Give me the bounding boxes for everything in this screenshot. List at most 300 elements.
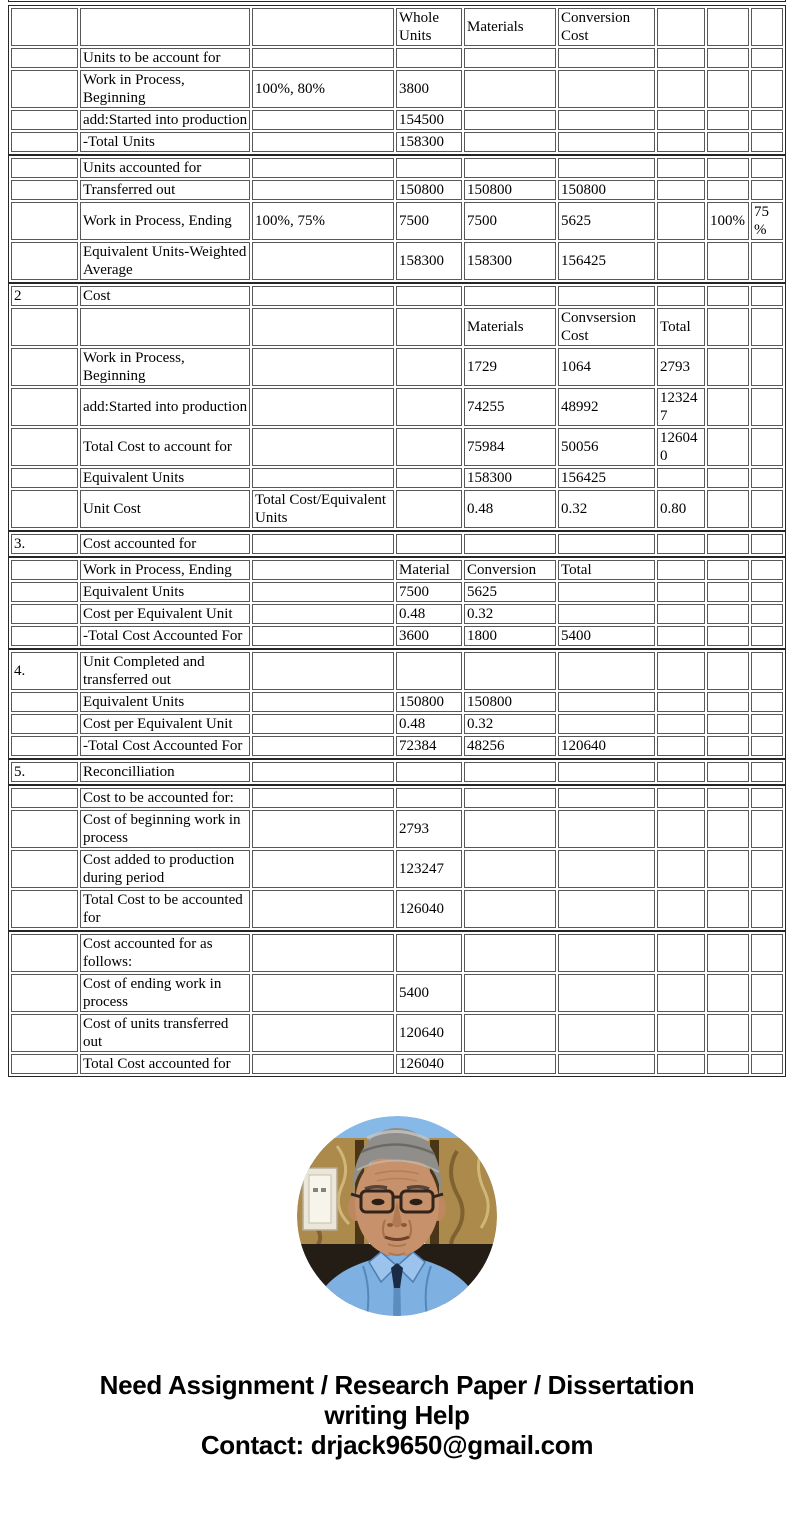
table-cell [11,604,78,624]
table-cell: Transferred out [80,180,250,200]
table-row [11,810,783,848]
table-cell: Total [558,560,655,580]
table-cell [751,788,783,808]
table-cell [657,468,705,488]
table-cell: Cost of units transferred out [80,1014,250,1052]
table-cell [11,70,78,108]
table-cell [707,626,749,646]
table-cell [464,1014,556,1052]
table-row [11,158,783,178]
table-cell: 7500 [396,202,462,240]
table-cell: 2793 [657,348,705,386]
table-cell [707,714,749,734]
table-cell [252,8,394,46]
table-cell [707,560,749,580]
table-cell [707,810,749,848]
table-row [11,348,783,386]
table-row [11,242,783,280]
table-cell [751,934,783,972]
table-cell: 0.48 [396,604,462,624]
table-cell [464,810,556,848]
table-cell: Cost [80,286,250,306]
table-row [11,736,783,756]
table-cell [707,1054,749,1074]
table-row [11,762,783,782]
table-cell [11,132,78,152]
table-cell [751,8,783,46]
table-cell [252,242,394,280]
table-cell [707,286,749,306]
table-cell: 158300 [464,242,556,280]
table-cell [396,48,462,68]
table-cell [396,308,462,346]
table-cell: Equivalent Units-Weighted Average [80,242,250,280]
table-cell [707,490,749,528]
table-cell [558,788,655,808]
table-row [11,604,783,624]
table-cell: -Total Cost Accounted For [80,736,250,756]
table-cell [11,890,78,928]
table-cell [396,534,462,554]
table-row [11,180,783,200]
table-cell: Reconcilliation [80,762,250,782]
table-cell [751,70,783,108]
table-cell [707,242,749,280]
table-cell [657,48,705,68]
footer-text [0,1370,794,1460]
table-cell: 156425 [558,468,655,488]
table-row [11,560,783,580]
table-cell: 0.48 [464,490,556,528]
table-cell [396,652,462,690]
table-cell: -Total Cost Accounted For [80,626,250,646]
table-cell: Cost per Equivalent Unit [80,604,250,624]
table-cell [558,158,655,178]
table-cell [558,582,655,602]
table-cell: 1729 [464,348,556,386]
table-cell [464,158,556,178]
table-row [11,934,783,972]
table-cell [751,850,783,888]
table-cell: 5625 [558,202,655,240]
table-cell [558,652,655,690]
table-cell [751,714,783,734]
table-cell [707,70,749,108]
table-cell [751,692,783,712]
table-cell [11,348,78,386]
table-cell [11,560,78,580]
table-cell: Equivalent Units [80,692,250,712]
table-cell: 156425 [558,242,655,280]
table-cell [396,788,462,808]
table-cell [751,48,783,68]
table-cell [396,762,462,782]
table-cell [707,974,749,1012]
table-cell [464,70,556,108]
table-cell [657,692,705,712]
table-cell [396,286,462,306]
table-cell [252,308,394,346]
table-cell [751,428,783,466]
table-cell [657,202,705,240]
table-cell [657,788,705,808]
table-row [11,1014,783,1052]
table-cell [707,582,749,602]
table-cell [558,1054,655,1074]
table-cell: 0.32 [464,714,556,734]
table-row [11,890,783,928]
table-cell [558,70,655,108]
table-cell: 48992 [558,388,655,426]
table-cell: Unit Completed and transferred out [80,652,250,690]
table-cell [252,286,394,306]
table-cell: Total Cost to account for [80,428,250,466]
table-cell: 158300 [396,242,462,280]
table-cell [707,652,749,690]
table-cell [657,70,705,108]
person-avatar-graphic [297,1116,497,1316]
table-cell [657,582,705,602]
table-cell [707,468,749,488]
table-cell [657,850,705,888]
table-cell [252,158,394,178]
table-cell [11,388,78,426]
table-section-cost-accounted-heading [8,531,786,557]
table-cell: Materials [464,308,556,346]
table-cell [396,428,462,466]
table-cell: 1800 [464,626,556,646]
table-cell: 150800 [396,180,462,200]
table-section-units-to-account-for [8,5,786,155]
footer-contact-email: Contact: drjack9650@gmail.com [200,1430,594,1460]
cost-worksheet [8,0,786,1077]
table-cell [657,604,705,624]
table-cell [751,890,783,928]
table-cell [751,132,783,152]
table-cell [252,652,394,690]
table-cell [707,788,749,808]
table-cell: Conversion [464,560,556,580]
table-row [11,8,783,46]
table-cell: Work in Process, Ending [80,202,250,240]
table-cell [657,762,705,782]
table-cell [707,428,749,466]
table-cell [464,534,556,554]
table-cell [252,348,394,386]
table-row [11,850,783,888]
table-row [11,490,783,528]
table-cell [751,490,783,528]
table-cell: 5625 [464,582,556,602]
table-cell: Material [396,560,462,580]
table-cell: 2793 [396,810,462,848]
table-cell: 72384 [396,736,462,756]
table-cell [558,286,655,306]
table-row [11,626,783,646]
table-cell [751,626,783,646]
table-cell [751,468,783,488]
table-cell [707,692,749,712]
table-cell [751,180,783,200]
table-cell [707,890,749,928]
table-cell: Units accounted for [80,158,250,178]
table-section-cropped [8,0,786,2]
table-cell [558,974,655,1012]
table-cell: Materials [464,8,556,46]
table-cell [252,428,394,466]
table-row [11,428,783,466]
table-cell [657,934,705,972]
table-cell [11,714,78,734]
table-row [11,388,783,426]
table-cell [396,934,462,972]
table-cell [11,736,78,756]
table-cell [751,810,783,848]
table-cell [11,974,78,1012]
table-cell: 74255 [464,388,556,426]
table-cell: 0.32 [464,604,556,624]
table-cell [558,810,655,848]
table-cell: 1064 [558,348,655,386]
table-cell: 126040 [396,890,462,928]
table-cell: 100%, 80% [252,70,394,108]
table-cell [80,308,250,346]
table-row [11,70,783,108]
table-cell [751,560,783,580]
table-cell: 154500 [396,110,462,130]
table-cell [11,626,78,646]
table-cell [11,48,78,68]
table-cell [657,560,705,580]
table-cell [464,652,556,690]
table-cell [252,714,394,734]
table-cell: 0.32 [558,490,655,528]
table-cell [252,890,394,928]
table-cell [11,850,78,888]
table-cell [751,348,783,386]
table-cell [252,110,394,130]
table-cell [751,974,783,1012]
table-cell [707,736,749,756]
table-cell [396,348,462,386]
table-cell [464,934,556,972]
table-cell: Cost added to production during period [80,850,250,888]
table-cell [558,1014,655,1052]
table-cell [464,762,556,782]
table-cell [751,242,783,280]
table-cell [751,286,783,306]
table-cell [707,850,749,888]
table-cell [657,1014,705,1052]
table-cell [252,388,394,426]
table-cell: 150800 [558,180,655,200]
table-cell [252,692,394,712]
table-cell: 50056 [558,428,655,466]
table-cell [751,534,783,554]
table-cell [464,48,556,68]
table-cell: Cost of ending work in process [80,974,250,1012]
table-section-cost-to-be-accounted [8,785,786,931]
table-cell [707,934,749,972]
table-row [11,132,783,152]
table-cell: 5400 [558,626,655,646]
table-cell: Units to be account for [80,48,250,68]
table-cell [252,560,394,580]
table-cell [707,388,749,426]
table-cell: 123247 [396,850,462,888]
table-cell [707,534,749,554]
table-cell [11,810,78,848]
table-cell [707,762,749,782]
table-cell [11,1054,78,1074]
table-cell: Equivalent Units [80,468,250,488]
table-cell: 150800 [464,180,556,200]
table-cell [396,468,462,488]
table-cell: Work in Process, Beginning [80,348,250,386]
table-cell: Work in Process, Ending [80,560,250,580]
table-cell [396,158,462,178]
table-cell [252,762,394,782]
table-cell: 126040 [657,428,705,466]
table-cell [252,1054,394,1074]
table-cell [707,158,749,178]
table-cell [396,490,462,528]
table-cell: 120640 [558,736,655,756]
table-cell [252,974,394,1012]
table-cell [751,110,783,130]
table-cell [252,788,394,808]
table-cell [252,534,394,554]
table-row [11,974,783,1012]
table-cell [558,762,655,782]
table-cell [252,1014,394,1052]
table-cell [751,388,783,426]
table-cell: 120640 [396,1014,462,1052]
table-cell [707,348,749,386]
table-cell [657,534,705,554]
table-cell: 48256 [464,736,556,756]
table-cell [751,762,783,782]
table-cell: -Total Units [80,132,250,152]
table-cell [558,604,655,624]
table-cell: 3800 [396,70,462,108]
table-cell [751,1054,783,1074]
table-cell: Whole Units [396,8,462,46]
table-cell [464,1054,556,1074]
table-cell [252,468,394,488]
table-cell [657,714,705,734]
table-cell [707,48,749,68]
table-cell [11,202,78,240]
table-row [11,202,783,240]
table-cell [657,890,705,928]
table-cell: Equivalent Units [80,582,250,602]
table-cell [252,626,394,646]
table-cell [558,714,655,734]
table-section-cost-accounted-as-follows [8,931,786,1077]
table-cell: 158300 [396,132,462,152]
table-cell: 2 [11,286,78,306]
table-row [11,788,783,808]
table-cell [252,604,394,624]
table-cell: 3. [11,534,78,554]
table-cell [11,788,78,808]
table-cell: 7500 [464,202,556,240]
footer-help-line-2: writing Help [324,1400,470,1430]
table-cell [657,158,705,178]
table-cell [11,180,78,200]
table-cell [252,48,394,68]
table-cell [751,604,783,624]
table-cell [558,890,655,928]
table-cell: Total Cost/Equivalent Units [252,490,394,528]
table-cell [252,850,394,888]
table-row [11,110,783,130]
table-cell [657,132,705,152]
table-cell [11,934,78,972]
table-cell [707,8,749,46]
table-cell [464,110,556,130]
table-cell [252,180,394,200]
table-cell: 123247 [657,388,705,426]
table-cell [11,158,78,178]
table-cell [558,850,655,888]
table-cell: 7500 [396,582,462,602]
table-cell [751,1014,783,1052]
table-cell [657,1054,705,1074]
table-cell [751,582,783,602]
table-cell [11,582,78,602]
table-section-reconciliation-heading [8,759,786,785]
table-section-cost [8,283,786,531]
table-cell [11,490,78,528]
table-cell [657,626,705,646]
table-cell [464,974,556,1012]
table-cell: 100% [707,202,749,240]
table-cell [252,934,394,972]
table-cell [657,110,705,130]
table-cell: 158300 [464,468,556,488]
table-cell: Cost to be accounted for: [80,788,250,808]
table-cell [707,110,749,130]
table-row [11,308,783,346]
table-cell [657,736,705,756]
table-cell: Total [657,308,705,346]
table-cell: Total Cost to be accounted for [80,890,250,928]
table-cell [707,132,749,152]
table-cell: 100%, 75% [252,202,394,240]
table-cell [657,8,705,46]
table-cell [751,308,783,346]
table-cell: Cost accounted for as follows: [80,934,250,972]
table-cell [707,1014,749,1052]
table-cell [11,242,78,280]
table-row [11,286,783,306]
table-cell [751,158,783,178]
table-cell [464,890,556,928]
table-cell [464,132,556,152]
table-cell: Conversion Cost [558,8,655,46]
table-row [11,714,783,734]
table-cell [558,110,655,130]
table-cell [657,180,705,200]
table-cell [657,810,705,848]
table-cell [252,582,394,602]
table-cell: 0.80 [657,490,705,528]
table-cell [464,788,556,808]
table-cell: 150800 [396,692,462,712]
table-cell: 5400 [396,974,462,1012]
